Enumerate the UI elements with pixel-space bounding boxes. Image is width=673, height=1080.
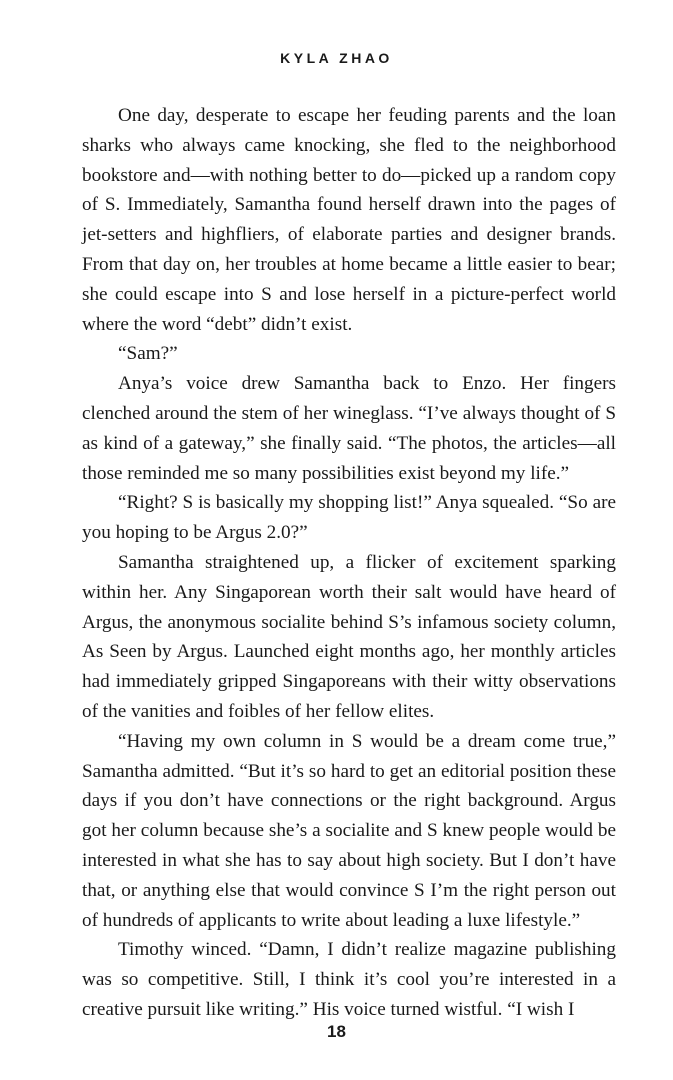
paragraph: Anya’s voice drew Samantha back to Enzo. Her fingers clenched around the stem of her wineglass. “I’ve always thought of S as kind of a gateway,” she finally said. “The photos, the articles—all those reminded me so many possibilities exist beyond my life.”	[82, 373, 616, 484]
paragraph: Samantha straightened up, a flicker of excitement sparking within her. Any Singaporean worth their salt would have heard of Argus, the anonymous socialite behind S’s infamous society column, As Seen by Argus. Launched eight months ago, her monthly articles had immediately gripped Singaporeans with their witty observations of the vanities and foibles of her fellow elites.	[82, 551, 616, 722]
body-text	[82, 101, 616, 1025]
paragraph: “Sam?”	[118, 343, 178, 365]
paragraph: “Right? S is basically my shopping list!” Anya squealed. “So are you hoping to be Argus 2.0?”	[82, 492, 616, 544]
paragraph: Timothy winced. “Damn, I didn’t realize magazine publishing was so competitive. Still, I think it’s cool you’re interested in a creative pursuit like writing.” His voice turned wistful. “I wish I	[82, 939, 616, 1020]
paragraph: “Having my own column in S would be a dream come true,” Samantha admitted. “But it’s so hard to get an editorial position these days if you don’t have connections or the right background. Argus got her column because she’s a socialite and S knew people would be interested in what she has to say about high society. But I don’t have that, or anything else that would convince S I’m the right person out of hundreds of applicants to write about leading a luxe lifestyle.”	[82, 730, 616, 931]
paragraph: One day, desperate to escape her feuding parents and the loan sharks who always came knocking, she fled to the neighborhood bookstore and—with nothing better to do—picked up a random copy of S. Immediately, Samantha found herself drawn into the pages of jet-setters and highfliers, of elaborate parties and designer brands. From that day on, her troubles at home became a little easier to bear; she could escape into S and lose herself in a picture-perfect world where the word “debt” didn’t exist.	[82, 105, 616, 335]
page-number: 18	[327, 1022, 346, 1041]
running-head-author: KYLA ZHAO	[280, 50, 393, 66]
